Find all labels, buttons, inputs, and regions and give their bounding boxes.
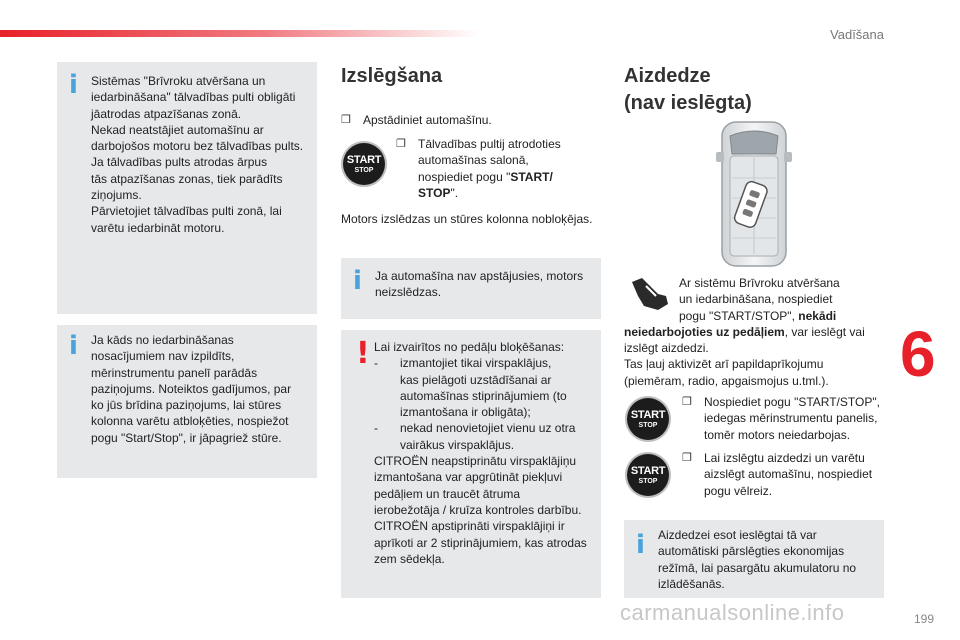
list-item: - nekad nenovietojiet vienu uz otra vairākus virspaklājus. (374, 421, 576, 452)
info-box-not-stopped: i Ja automašīna nav apstājusies, motors neizslēdzas. (341, 258, 601, 319)
list-item: - izmantojiet tikai virspaklājus, kas pielāgoti uzstādīšanai ar automašīnas stiprinājumiem (to izmantošana ir obligāta); (374, 356, 567, 420)
step-press-ignition-on: ❐ Nospiediet pogu "START/STOP", iedegas mērinstrumentu panelis, tomēr motors neiedarbojas. (682, 395, 880, 442)
checkbox-icon: ❐ (682, 452, 692, 464)
checkbox-icon: ❐ (341, 114, 351, 126)
warning-box-mats: ! Lai izvairītos no pedāļu bloķēšanas: - izmantojiet tikai virspaklājus, kas pielāgoti uzstādīšanai ar automašīnas stiprinājumiem (to izmantošana ir obligāta); - nekad nenovietojiet vienu uz otra vairākus virspaklājus. CITROËN neapstiprinātu virspaklājiņu izmantošana var apgrūtināt piekļuvi pedāļiem un traucēt ātruma ierobežotāja / kruīza kontroles darbību. CITROËN apstiprināti virspaklājiņi ir aprīkoti ar 2 stiprinājumiem, kas atrodas zem sēdekļa. (341, 330, 601, 598)
info-icon: i (353, 266, 362, 296)
warning-icon: ! (356, 336, 370, 371)
step-press-start-stop: ❐ Tālvadības pultij atrodoties automašīnas salonā, nospiediet pogu "START/ STOP". (396, 137, 561, 200)
section-title-switch-off: Izslēgšana (341, 65, 443, 87)
info-box-conditions (57, 325, 317, 478)
info-box-remote (57, 62, 317, 314)
page-number: 199 (914, 612, 935, 626)
chapter-number: 6 (900, 318, 936, 390)
info-icon: i (636, 530, 645, 560)
info-icon: i (69, 70, 78, 100)
info-box-economy: i Aizdedzei esot ieslēgtai tā var automātiski pārslēgties ekonomijas režīmā, lai pasargātu akumulatoru no izlādēšanās. (624, 520, 884, 598)
step-stop-vehicle: ❐ Apstādiniet automašīnu. (341, 113, 492, 127)
hands-free-ignition-text: Ar sistēmu Brīvroku atvēršana un iedarbināšana, nospiediet pogu "START/STOP", nekādi neiedarbojoties uz pedāļiem, var ieslēgt vai izslēgt aizdedzi. Tas ļauj aktivizēt arī papildaprīkojumu (piemēram, radio, apgaismojus u.tml.). (624, 276, 865, 388)
section-label: Vadīšana (830, 27, 884, 42)
engine-stops-text: Motors izslēdzas un stūres kolonna nobloķējas. (341, 212, 593, 226)
start-stop-button-icon: START STOP (627, 398, 669, 440)
start-stop-button-icon: START STOP (627, 454, 669, 496)
car-top-view-illustration (716, 118, 792, 270)
info-box-conditions-text: Ja kāds no iedarbināšanas nosacījumiem nav izpildīts, mērinstrumentu panelī parādās paziņojums. Noteiktos gadījumos, par ko jūs brīdina paziņojums, lai stūres kolonna varētu atbloķēties, nospiežot pogu "Start/Stop", ir jāpagriež stūre. (91, 333, 292, 445)
step-press-ignition-off: ❐ Lai izslēgtu aizdedzi un varētu aizslēgt automašīnu, nospiediet pogu vēlreiz. (682, 451, 873, 498)
info-icon: i (69, 331, 78, 361)
start-stop-button-icon: START STOP (343, 143, 385, 185)
watermark: carmanualsonline.info (620, 600, 845, 625)
section-title-ignition: Aizdedze (nav ieslēgta) (624, 65, 752, 114)
top-accent-bar (0, 30, 480, 37)
info-box-remote-text: Sistēmas "Brīvroku atvēršana un iedarbināšana" tālvadības pulti obligāti jāatrodas atpazīšanas zonā. Nekad neatstājiet automašīnu ar darbojošos motoru bez tālvadības pults. Ja tālvadības pults atrodas ārpus tās atpazīšanas zonas, tiek parādīts ziņojums. Pārvietojiet tālvadības pulti zonā, lai varētu iedarbināt motoru. (91, 74, 304, 235)
checkbox-icon: ❐ (682, 396, 692, 408)
checkbox-icon: ❐ (396, 138, 406, 150)
